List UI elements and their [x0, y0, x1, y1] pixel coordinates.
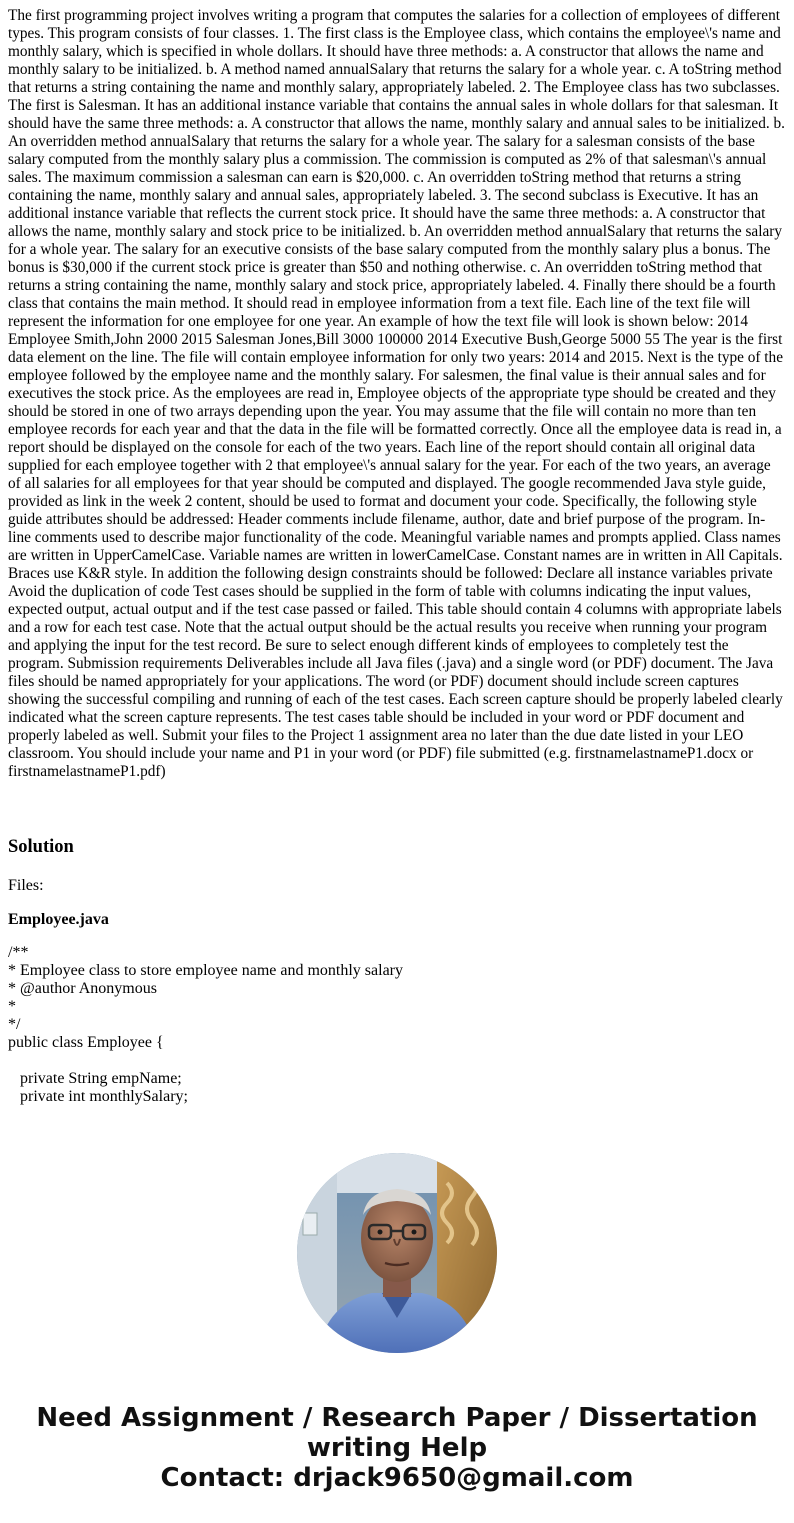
- question-text: The first programming project involves writing a program that computes the salaries for a collection of employees of different types. This program consists of four classes. 1. The first class is the Employee class, which contains the employee\'s name and monthly salary, which is specified in whole dollars. It should have three methods: a. A constructor that allows the name and monthly salary to be initialized. b. A method named annualSalary that returns the salary for a whole year. c. A toString method that returns a string containing the name and monthly salary, appropriately labeled. 2. The Employee class has two subclasses. The first is Salesman. It has an additional instance variable that contains the annual sales in whole dollars for that salesman. It should have the same three methods: a. A constructor that allows the name, monthly salary and annual sales to be initialized. b. An overridden method annualSalary that returns the salary for a whole year. The salary for a salesman consists of the base salary computed from the monthly salary plus a commission. The commission is computed as 2% of that salesman\'s annual sales. The maximum commission a salesman can earn is $20,000. c. An overridden toString method that returns a string containing the name, monthly salary and annual sales, appropriately labeled. 3. The second subclass is Executive. It has an additional instance variable that reflects the current stock price. It should have the same three methods: a. A constructor that allows the name, monthly salary and stock price to be initialized. b. An overridden method annualSalary that returns the salary for a whole year. The salary for an executive consists of the base salary computed from the monthly salary plus a bonus. The bonus is $30,000 if the current stock price is greater than $50 and nothing otherwise. c. An overridden toString method that returns a string containing the name, monthly salary and stock price, appropriately labeled. 4. Finally there should be a fourth class that contains the main method. It should read in employee information from a text file. Each line of the text file will represent the information for one employee for one year. An example of how the text file will look is shown below: 2014 Employee Smith,John 2000 2015 Salesman Jones,Bill 3000 100000 2014 Executive Bush,George 5000 55 The year is the first data element on the line. The file will contain employee information for only two years: 2014 and 2015. Next is the type of the employee followed by the employee name and the monthly salary. For salesmen, the final value is their annual sales and for executives the stock price. As the employees are read in, Employee objects of the appropriate type should be created and they should be stored in one of two arrays depending upon the year. You may assume that the file will contain no more than ten employee records for each year and that the data in the file will be formatted correctly. Once all the employee data is read in, a report should be displayed on the console for each of the two years. Each line of the report should contain all original data supplied for each employee together with 2 that employee\'s annual salary for the year. For each of the two years, an average of all salaries for all employees for that year should be computed and displayed. The google recommended Java style guide, provided as link in the week 2 content, should be used to format and document your code. Specifically, the following style guide attributes should be addressed: Header comments include filename, author, date and brief purpose of the program. In-line comments used to describe major functionality of the code. Meaningful variable names and prompts applied. Class names are written in UpperCamelCase. Variable names are written in lowerCamelCase. Constant names are in written in All Capitals. Braces use K&R style. In addition the following design constraints should be followed: Declare all instance variables private Avoid the duplication of code Test cases should be supplied in the form of table with columns indicating the input values, expected output, actual output and if the test case passed or failed. This table should contain 4 columns with appropriate labels and a row for each test case. Note that the actual output should be the actual results you receive when running your program and applying the input for the test record. Be sure to select enough different kinds of employees to completely test the program. Submission requirements Deliverables include all Java files (.java) and a single word (or PDF) document. The Java files should be named appropriately for your applications. The word (or PDF) document should include screen captures showing the successful compiling and running of each of the test cases. Each screen capture should be properly labeled clearly indicated what the screen capture represents. The test cases table should be included in your word or PDF document and properly labeled as well. Submit your files to the Project 1 assignment area no later than the due date listed in your LEO classroom. You should include your name and P1 in your word (or PDF) file submitted (e.g. firstnamelastnameP1.docx or firstnamelastnameP1.pdf): [8, 7, 785, 780]
- banner-line-2: writing Help: [306, 1433, 488, 1463]
- contact-banner: [0, 1403, 794, 1493]
- banner-contact-line[interactable]: Contact: drjack9650@gmail.com: [160, 1463, 634, 1493]
- file-name: Employee.java: [8, 911, 109, 928]
- avatar: [297, 1153, 497, 1353]
- files-label: Files:: [8, 877, 44, 894]
- solution-heading: Solution: [8, 837, 74, 857]
- banner-line-1: Need Assignment / Research Paper / Dissertation: [36, 1403, 758, 1433]
- person-photo-icon: [297, 1153, 497, 1353]
- code-block: /** * Employee class to store employee name and monthly salary * @author Anonymous * */ public class Employee { private String empName; private int monthlySalary;: [8, 944, 403, 1105]
